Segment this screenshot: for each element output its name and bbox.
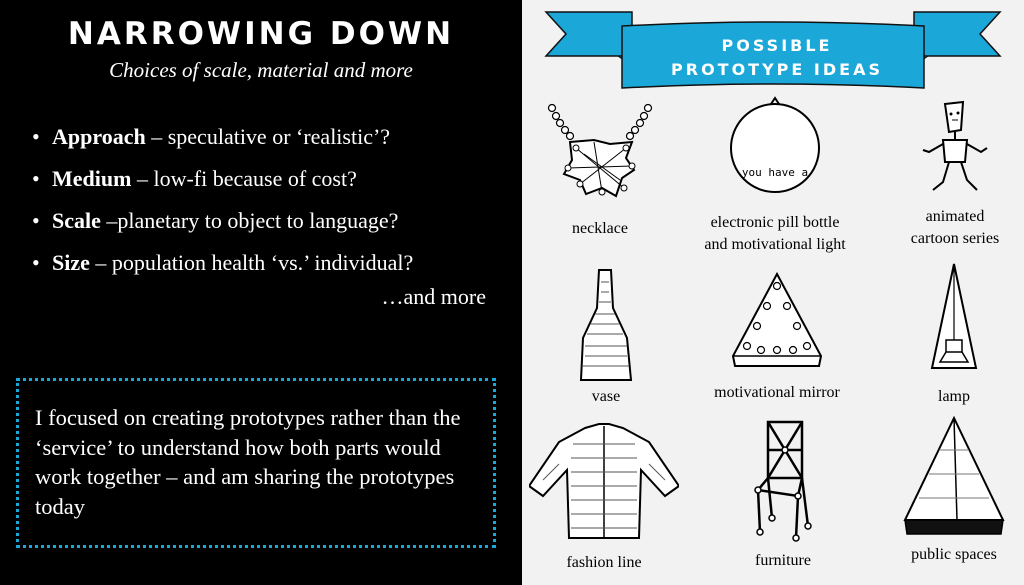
slide-subtitle: Choices of scale, material and more (109, 58, 413, 82)
bullet-term: Size (52, 250, 90, 275)
and-more-text: …and more (381, 284, 486, 309)
bullet-term: Scale (52, 208, 101, 233)
bullet-size (32, 242, 512, 284)
caption-lamp: lamp (938, 388, 970, 405)
right-panel (522, 0, 1024, 585)
pill-bottle-icon (715, 96, 835, 196)
item-public-spaces (894, 414, 1014, 566)
caption-cartoon-line1: animated (925, 208, 985, 225)
caption-pill-line1: electronic pill bottle (710, 214, 840, 231)
cartoon-character-icon (915, 100, 995, 200)
bullet-approach (32, 116, 512, 158)
caption-mirror: motivational mirror (714, 384, 840, 401)
item-pill-bottle (680, 96, 870, 256)
item-lamp (914, 262, 994, 408)
item-necklace (536, 98, 664, 240)
bullet-text: – population health ‘vs.’ individual? (89, 250, 414, 275)
bullet-scale (32, 200, 512, 242)
item-cartoon (892, 100, 1018, 250)
slide-title: NARROWING DOWN (67, 16, 455, 52)
bullet-term: Approach (52, 124, 146, 149)
item-mirror (702, 270, 852, 404)
necklace-icon (536, 98, 664, 210)
chair-icon (738, 418, 828, 542)
bullet-text: – low-fi because of cost? (131, 166, 357, 191)
sweater-icon (529, 420, 679, 542)
bullet-list (32, 116, 512, 284)
lamp-icon (924, 262, 984, 376)
pill-bottle-text: you have a (741, 166, 809, 179)
caption-vase: vase (591, 388, 621, 405)
caption-fashion: fashion line (566, 554, 642, 571)
callout-text: I focused on creating prototypes rather than the ‘service’ to understand how both parts would work together – and am sharing the prototypes today (35, 405, 461, 519)
caption-furniture: furniture (755, 552, 811, 569)
banner-line-2: PROTOTYPE IDEAS (671, 60, 883, 79)
mirror-icon (727, 270, 827, 370)
caption-cartoon-line2: cartoon series (910, 230, 1000, 247)
caption-pill-line2: and motivational light (704, 236, 846, 253)
vase-icon (571, 268, 641, 382)
callout-box (16, 378, 496, 548)
item-vase (556, 268, 656, 408)
caption-public-spaces: public spaces (911, 546, 997, 563)
bullet-medium (32, 158, 512, 200)
banner-line-1: POSSIBLE (721, 36, 833, 55)
pyramid-icon (899, 414, 1009, 540)
bullet-text: – speculative or ‘realistic’? (145, 124, 391, 149)
bullet-text: –planetary to object to language? (100, 208, 399, 233)
item-fashion (524, 420, 684, 574)
bullet-term: Medium (52, 166, 132, 191)
item-furniture (728, 418, 838, 572)
caption-necklace: necklace (572, 220, 628, 237)
